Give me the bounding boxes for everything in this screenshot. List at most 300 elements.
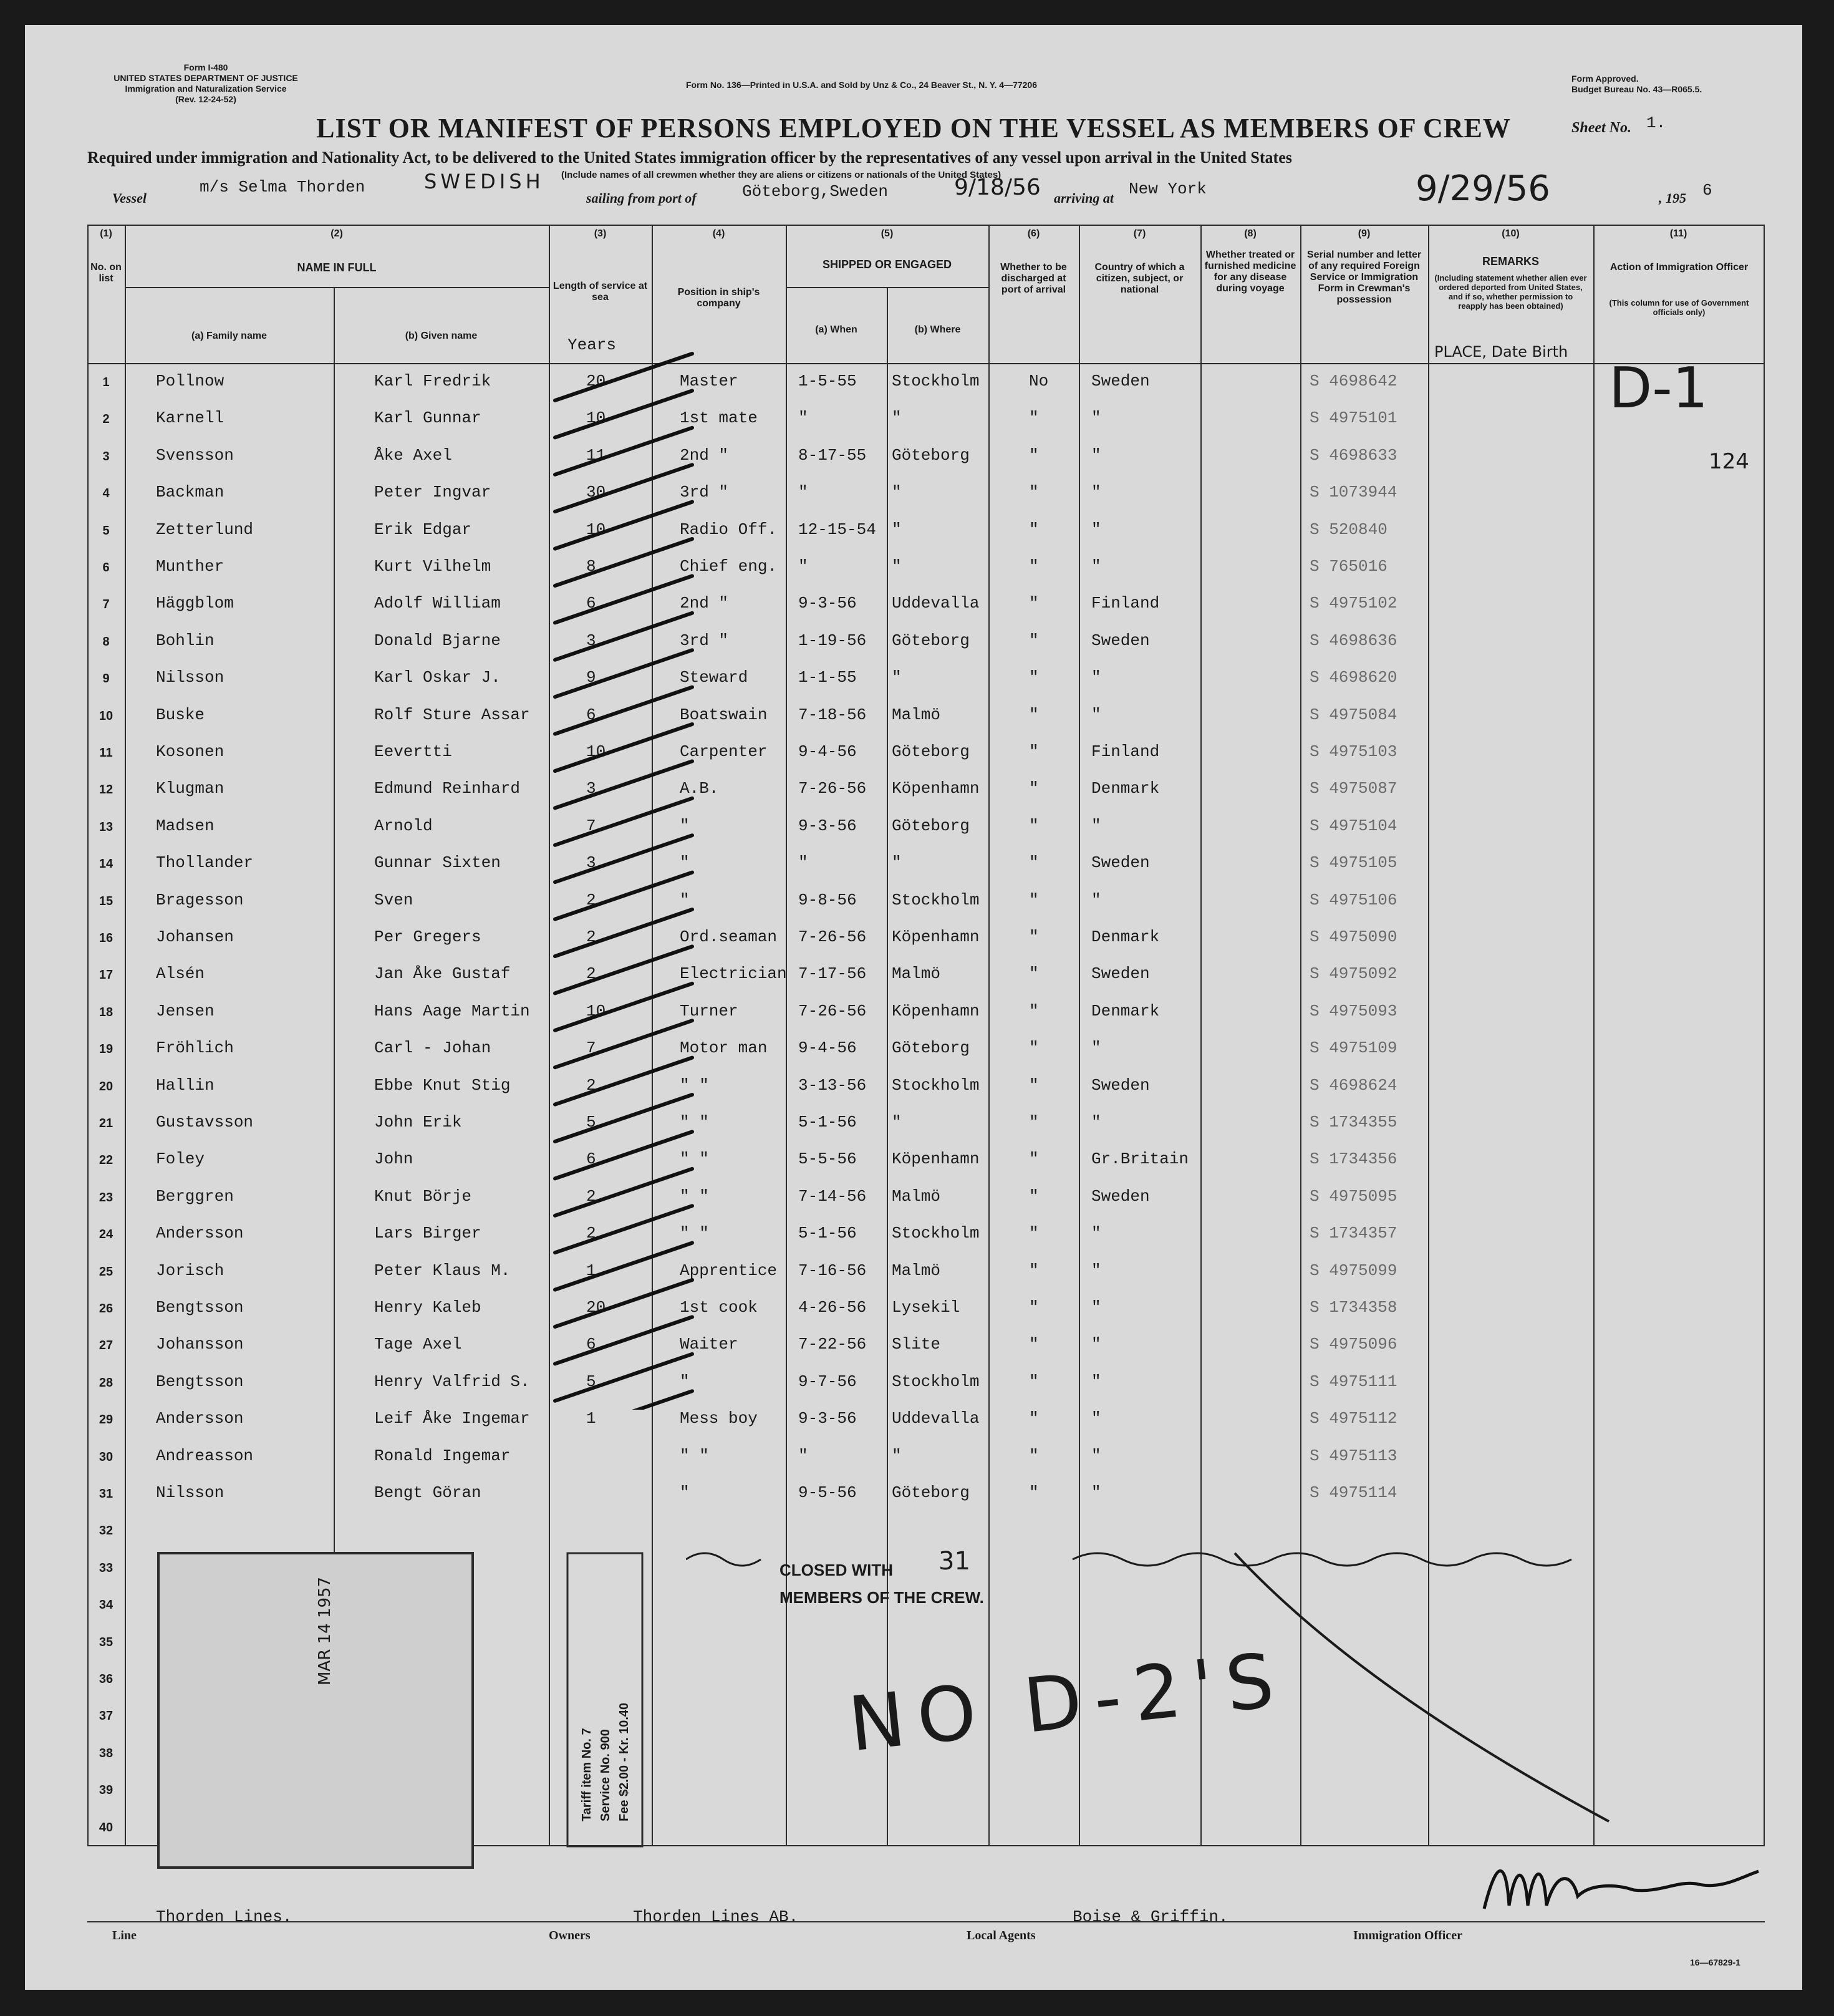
approval-block (1571, 74, 1702, 95)
table-row (87, 1475, 1765, 1513)
cell-family: Bengtsson (156, 1372, 244, 1391)
sheet-number: 1. (1646, 114, 1666, 132)
cell-serial: S 4975109 (1310, 1039, 1397, 1058)
cell-given: John Erik (374, 1113, 462, 1132)
cell-serial: S 4975084 (1310, 705, 1397, 724)
cell-country: " (1091, 557, 1101, 576)
strike-stroke (555, 984, 692, 1030)
table-row (87, 993, 1765, 1031)
table-row (87, 697, 1765, 735)
cell-disch: " (1029, 1335, 1039, 1354)
table-row (87, 1253, 1765, 1291)
action-handwritten: D-1 (1609, 356, 1709, 421)
strike-stroke (555, 761, 692, 808)
cell-pos: " (680, 1483, 690, 1502)
cell-serial: S 4975092 (1310, 964, 1397, 984)
strike-stroke (555, 724, 692, 771)
cell-serial: S 4975114 (1310, 1483, 1397, 1502)
cell-family: Backman (156, 483, 224, 502)
cell-pos: Steward (680, 668, 748, 687)
header-name-in-full: NAME IN FULL (297, 261, 377, 274)
officer-label: Immigration Officer (1353, 1929, 1462, 1942)
row-number: 10 (99, 709, 113, 723)
cell-family: Bohlin (156, 631, 215, 650)
col-num-7: (7) (1133, 228, 1146, 239)
header-discharged: Whether to be discharged at port of arrival (1000, 262, 1067, 295)
row-number: 9 (102, 672, 110, 686)
table-row (87, 363, 1765, 401)
cell-family: Nilsson (156, 1483, 224, 1502)
cell-years: 7 (586, 1039, 596, 1058)
cell-country: " (1091, 1298, 1101, 1317)
table-row (87, 623, 1765, 661)
cell-family: Kosonen (156, 742, 224, 761)
col-num-3: (3) (594, 228, 607, 239)
header-no-on-list: No. on list (90, 262, 122, 284)
cell-disch: " (1029, 1261, 1039, 1280)
cell-family: Nilsson (156, 668, 224, 687)
row-number: 6 (102, 561, 110, 574)
header-treated: Whether treated or furnished medicine for any disease during voyage (1204, 250, 1296, 294)
row-number: 2 (102, 412, 110, 427)
cell-given: Per Gregers (374, 928, 481, 946)
cell-where: " (892, 520, 902, 539)
cell-family: Munther (156, 557, 224, 576)
row-number: 31 (99, 1487, 113, 1501)
header-shipped: SHIPPED OR ENGAGED (822, 258, 952, 271)
strike-marks (549, 225, 705, 1410)
cell-when: 12-15-54 (798, 520, 876, 539)
header-country: Country of which a citizen, subject, or national (1094, 262, 1185, 295)
cell-pos: 3rd " (680, 631, 729, 650)
cell-family: Klugman (156, 779, 224, 798)
cell-years: 11 (586, 445, 606, 465)
cell-when: 9-3-56 (798, 816, 857, 835)
remarks-handwritten: PLACE, Date Birth (1434, 343, 1568, 361)
year-prefix: , 195 (1659, 190, 1686, 206)
cell-disch: " (1029, 520, 1039, 539)
cell-serial: S 4975104 (1310, 816, 1397, 835)
cell-years: 6 (586, 705, 596, 724)
cell-family: Jensen (156, 1001, 215, 1020)
cell-years: 2 (586, 928, 596, 946)
cell-years: 3 (586, 853, 596, 873)
cell-family: Jorisch (156, 1261, 224, 1280)
cell-when: " (798, 483, 808, 502)
cell-disch: " (1029, 890, 1039, 909)
cell-given: Rolf Sture Assar (374, 705, 530, 724)
cell-country: " (1091, 445, 1101, 465)
cell-where: Malmö (892, 705, 941, 724)
cell-serial: S 4975090 (1310, 928, 1397, 946)
cell-when: 9-3-56 (798, 594, 857, 613)
vessel-label: Vessel (112, 190, 147, 206)
cell-years: 2 (586, 1224, 596, 1243)
cell-given: Kurt Vilhelm (374, 557, 491, 576)
diagonal-pen-stroke (1210, 1547, 1709, 1846)
cell-given: Karl Oskar J. (374, 668, 501, 687)
cell-years: 20 (586, 1298, 606, 1317)
col-num-2: (2) (331, 228, 343, 239)
service-name: Immigration and Naturalization Service (125, 84, 287, 94)
cell-when: 9-4-56 (798, 1039, 857, 1058)
cell-given: Karl Fredrik (374, 372, 491, 390)
vessel-name: m/s Selma Thorden (200, 178, 365, 196)
row-number: 33 (99, 1561, 113, 1575)
cell-years: 6 (586, 594, 596, 613)
cell-years: 10 (586, 409, 606, 428)
cell-years: 10 (586, 1001, 606, 1020)
cell-disch: " (1029, 964, 1039, 984)
table-row (87, 1178, 1765, 1216)
cell-where: " (892, 1446, 902, 1465)
include-note: (Include names of all crewmen whether they are aliens or citizens or nationals of the United States) (561, 170, 1001, 180)
cell-pos: " " (680, 1186, 709, 1206)
cell-when: 7-18-56 (798, 705, 867, 724)
strike-stroke (555, 390, 692, 437)
cell-family: Andersson (156, 1224, 244, 1243)
cell-when: 7-26-56 (798, 779, 867, 798)
officer-signature (1472, 1846, 1796, 1927)
cell-where: Malmö (892, 1261, 941, 1280)
row-number: 23 (99, 1190, 113, 1204)
cell-where: " (892, 668, 902, 687)
cell-family: Bragesson (156, 890, 244, 909)
cell-country: Sweden (1091, 631, 1150, 650)
strike-stroke (555, 1317, 692, 1364)
cell-pos: Boatswain (680, 705, 768, 724)
cell-years: 7 (586, 816, 596, 835)
tariff-item: Tariff item No. 7 (580, 1728, 594, 1821)
table-row (87, 919, 1765, 957)
strike-stroke (555, 1095, 692, 1141)
cell-when: " (798, 409, 808, 428)
cell-country: Finland (1091, 742, 1160, 761)
cell-serial: S 1734358 (1310, 1298, 1397, 1317)
cell-where: Uddevalla (892, 594, 980, 613)
header-when: (a) When (815, 324, 857, 335)
cell-when: " (798, 853, 808, 873)
row-number: 19 (99, 1042, 113, 1057)
owners-label: Owners (549, 1929, 591, 1942)
table-row (87, 1400, 1765, 1438)
cell-country: " (1091, 1483, 1101, 1502)
cell-given: Gunnar Sixten (374, 853, 501, 873)
strike-stroke (555, 909, 692, 956)
cell-where: " (892, 483, 902, 502)
cell-given: Sven (374, 890, 413, 909)
cell-pos: " " (680, 1446, 709, 1465)
strike-stroke (555, 613, 692, 660)
row-number: 30 (99, 1450, 113, 1464)
sail-date-handwritten: 9/18/56 (954, 175, 1041, 200)
cell-pos: Master (680, 372, 738, 390)
cell-pos: Turner (680, 1001, 738, 1020)
line-label: Line (112, 1929, 137, 1942)
cell-given: Peter Klaus M. (374, 1261, 511, 1280)
cell-pos: " (680, 1372, 690, 1391)
cell-country: Sweden (1091, 372, 1150, 390)
cell-family: Johansson (156, 1335, 244, 1354)
cell-disch: " (1029, 1372, 1039, 1391)
col-num-10: (10) (1502, 228, 1520, 239)
members-of-crew: MEMBERS OF THE CREW. (779, 1588, 984, 1607)
table-row (87, 511, 1765, 550)
cell-pos: " " (680, 1224, 709, 1243)
row-number: 24 (99, 1228, 113, 1242)
cell-where: Malmö (892, 1186, 941, 1206)
table-row (87, 1104, 1765, 1142)
cell-serial: S 4698624 (1310, 1075, 1397, 1095)
budget-no: Budget Bureau No. 43—R065.5. (1571, 84, 1702, 94)
cell-family: Alsén (156, 964, 205, 984)
table-row (87, 1215, 1765, 1253)
cell-serial: S 4698633 (1310, 445, 1397, 465)
row-number: 39 (99, 1783, 113, 1798)
cell-disch: " (1029, 409, 1039, 428)
cell-pos: " " (680, 1075, 709, 1095)
cell-serial: S 4975096 (1310, 1335, 1397, 1354)
no-d2s-handwritten: NO D-2'S (844, 1636, 1290, 1769)
strike-stroke (555, 502, 692, 549)
side-number: 124 (1709, 449, 1749, 474)
table-row (87, 1289, 1765, 1327)
footer-rule (87, 1921, 1765, 1922)
table-row (87, 770, 1765, 808)
stamp-date: MAR 14 1957 (316, 1576, 334, 1685)
table-row (87, 734, 1765, 772)
table-row (87, 1438, 1765, 1476)
cell-where: Stockholm (892, 1372, 980, 1391)
cell-when: 7-26-56 (798, 1001, 867, 1020)
dept-name: UNITED STATES DEPARTMENT OF JUSTICE (113, 73, 298, 83)
cell-when: 4-26-56 (798, 1298, 867, 1317)
immigration-stamp-box (157, 1552, 474, 1869)
strike-stroke (555, 1243, 692, 1290)
row-number: 15 (99, 894, 113, 908)
manifest-subtitle: Required under immigration and Nationality Act, to be delivered to the United States immigration officer by the representatives of any vessel upon arrival in the United States (87, 148, 1292, 167)
strike-stroke (555, 1280, 692, 1327)
cell-pos: 3rd " (680, 483, 729, 502)
cell-family: Madsen (156, 816, 215, 835)
row-number: 16 (99, 931, 113, 945)
cell-when: 5-1-56 (798, 1113, 857, 1132)
header-where: (b) Where (914, 324, 961, 335)
strike-stroke (555, 1354, 692, 1401)
cell-country: " (1091, 1261, 1101, 1280)
cell-when: 8-17-55 (798, 445, 867, 465)
cell-given: Åke Axel (374, 445, 452, 465)
cell-when: 9-5-56 (798, 1483, 857, 1502)
row-number: 34 (99, 1598, 113, 1612)
header-years: Years (567, 336, 617, 354)
strike-stroke (555, 1169, 692, 1216)
cell-country: " (1091, 668, 1101, 687)
cell-disch: " (1029, 779, 1039, 798)
cell-serial: S 4975113 (1310, 1446, 1397, 1465)
cell-pos: Motor man (680, 1039, 768, 1058)
closed-with: CLOSED WITH (779, 1561, 893, 1579)
cell-pos: Radio Off. (680, 520, 778, 539)
row-number: 32 (99, 1524, 113, 1538)
cell-given: Adolf William (374, 594, 501, 613)
form-approved: Form Approved. (1571, 74, 1639, 84)
cell-family: Berggren (156, 1186, 234, 1206)
header-serial: Serial number and letter of any required Foreign Service or Immigration Form in Crewman's possession (1306, 250, 1422, 305)
strike-stroke (555, 687, 692, 734)
cell-pos: 1st cook (680, 1298, 758, 1317)
cell-serial: S 765016 (1310, 557, 1388, 576)
cell-given: John (374, 1150, 413, 1169)
table-row (87, 1141, 1765, 1179)
row-number: 20 (99, 1079, 113, 1093)
cell-when: 3-13-56 (798, 1075, 867, 1095)
header-action-note: (This column for use of Government officials only) (1609, 298, 1749, 317)
cell-disch: " (1029, 1224, 1039, 1243)
cell-when: 7-26-56 (798, 928, 867, 946)
row-number: 29 (99, 1413, 113, 1427)
strike-stroke (555, 650, 692, 697)
cell-where: Slite (892, 1335, 941, 1354)
table-row (87, 585, 1765, 623)
col-num-1: (1) (100, 228, 112, 239)
row-number: 28 (99, 1375, 113, 1390)
cell-disch: " (1029, 557, 1039, 576)
cell-when: 7-16-56 (798, 1261, 867, 1280)
table-row (87, 808, 1765, 846)
cell-disch: " (1029, 1113, 1039, 1132)
printer-note: Form No. 136—Printed in U.S.A. and Sold by Unz & Co., 24 Beaver St., N. Y. 4—77206 (686, 80, 1038, 90)
header-remarks: REMARKS (1482, 255, 1539, 268)
table-row (87, 956, 1765, 994)
cell-disch: " (1029, 816, 1039, 835)
cell-given: Karl Gunnar (374, 409, 481, 428)
strike-stroke (555, 835, 692, 882)
cell-serial: S 1734356 (1310, 1150, 1397, 1169)
cell-disch: " (1029, 1001, 1039, 1020)
cell-disch: " (1029, 445, 1039, 465)
cell-where: Lysekil (892, 1298, 960, 1317)
cell-serial: S 4975095 (1310, 1186, 1397, 1206)
row-number: 13 (99, 820, 113, 834)
strike-stroke (555, 1020, 692, 1067)
row-number: 4 (102, 487, 110, 501)
cell-country: Finland (1091, 594, 1160, 613)
cell-serial: S 4975102 (1310, 594, 1397, 613)
cell-country: " (1091, 890, 1101, 909)
cell-years: 9 (586, 668, 596, 687)
cell-where: Köpenhamn (892, 779, 980, 798)
service-no: Service No. 900 (599, 1729, 612, 1821)
line-value: Thorden Lines. (156, 1907, 292, 1926)
sailing-label: sailing from port of (586, 190, 697, 206)
cell-given: Carl - Johan (374, 1039, 491, 1058)
cell-pos: " (680, 853, 690, 873)
cell-pos: 1st mate (680, 409, 758, 428)
cell-country: " (1091, 1224, 1101, 1243)
cell-given: Bengt Göran (374, 1483, 481, 1502)
cell-country: Denmark (1091, 928, 1160, 946)
cell-serial: S 4975099 (1310, 1261, 1397, 1280)
cell-when: 5-5-56 (798, 1150, 857, 1169)
table-row (87, 845, 1765, 883)
header-remarks-note: (Including statement whether alien ever ordered deported from United States, and if so, whether permission to reapply has been obtained) (1434, 273, 1587, 311)
strike-stroke (555, 1206, 692, 1253)
cell-years: 6 (586, 1335, 596, 1354)
cell-family: Häggblom (156, 594, 234, 613)
table-row (87, 474, 1765, 512)
manifest-sheet (25, 25, 1802, 1990)
row-number: 17 (99, 968, 113, 982)
row-number: 26 (99, 1302, 113, 1316)
row-number: 35 (99, 1635, 113, 1649)
strike-stroke (555, 428, 692, 475)
cell-given: Tage Axel (374, 1335, 462, 1354)
cell-when: 9-8-56 (798, 890, 857, 909)
year-digit: 6 (1702, 181, 1712, 200)
cell-family: Pollnow (156, 372, 224, 390)
cell-disch: " (1029, 1446, 1039, 1465)
cell-disch: " (1029, 594, 1039, 613)
cell-disch: " (1029, 742, 1039, 761)
cell-disch: No (1029, 372, 1049, 390)
header-action: Action of Immigration Officer (1610, 262, 1749, 273)
cell-years: 1 (586, 1409, 596, 1428)
cell-family: Bengtsson (156, 1298, 244, 1317)
agents-label: Local Agents (967, 1929, 1036, 1942)
cell-when: 7-14-56 (798, 1186, 867, 1206)
cell-where: Göteborg (892, 445, 970, 465)
row-number: 7 (102, 598, 110, 612)
cell-family: Gustavsson (156, 1113, 254, 1132)
fee: Fee $2.00 - Kr. 10.40 (617, 1702, 631, 1821)
row-number: 11 (99, 746, 113, 760)
header-given-name: (b) Given name (405, 331, 478, 341)
cell-when: " (798, 1446, 808, 1465)
row-number: 38 (99, 1746, 113, 1760)
cell-country: Sweden (1091, 1075, 1150, 1095)
cell-where: Stockholm (892, 890, 980, 909)
cell-serial: S 4975103 (1310, 742, 1397, 761)
row-number: 27 (99, 1339, 113, 1353)
cell-family: Johansen (156, 928, 234, 946)
cell-years: 5 (586, 1113, 596, 1132)
header-length-service: Length of service at sea (553, 281, 648, 303)
strike-stroke (555, 576, 692, 623)
cell-years: 10 (586, 520, 606, 539)
cell-serial: S 4698636 (1310, 631, 1397, 650)
row-number: 18 (99, 1005, 113, 1019)
cell-pos: A.B. (680, 779, 719, 798)
cell-where: Stockholm (892, 1075, 980, 1095)
cell-where: " (892, 1113, 902, 1132)
crew-count: 31 (939, 1547, 970, 1576)
cell-where: Göteborg (892, 1039, 970, 1058)
cell-when: 1-1-55 (798, 668, 857, 687)
cell-pos: Mess boy (680, 1409, 758, 1428)
cell-given: Leif Åke Ingemar (374, 1409, 530, 1428)
row-number: 14 (99, 857, 113, 871)
cell-country: " (1091, 816, 1101, 835)
form-code: 16—67829-1 (1690, 1957, 1740, 1967)
cell-years: 3 (586, 631, 596, 650)
cell-where: Köpenhamn (892, 1150, 980, 1169)
strike-stroke (555, 946, 692, 993)
cell-where: Stockholm (892, 372, 980, 390)
cell-where: " (892, 853, 902, 873)
cell-given: Peter Ingvar (374, 483, 491, 502)
strike-stroke (555, 465, 692, 511)
